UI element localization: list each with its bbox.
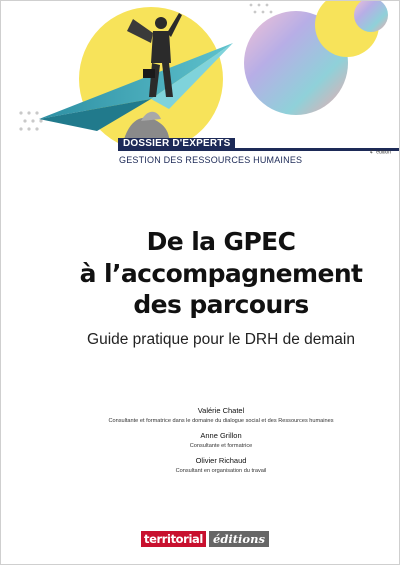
publisher-logo-editions: éditions xyxy=(209,531,269,547)
author-name: Anne Grillon xyxy=(200,431,242,440)
title-line-2: à l’accompagnement xyxy=(79,259,363,288)
publisher-logo xyxy=(1,531,399,547)
author-name: Valérie Chatel xyxy=(197,406,245,415)
author-role: Consultant en organisation du travail xyxy=(175,468,267,474)
author-role: Consultante et formatrice dans le domaine du dialogue social et des Ressources humaines xyxy=(108,418,334,424)
subject-heading: GESTION DES RESSOURCES HUMAINES xyxy=(119,155,303,165)
author-role: Consultante et formatrice xyxy=(189,443,253,449)
publisher-logo-territorial: territorial xyxy=(141,531,206,547)
title-line-1: De la GPEC xyxy=(146,227,296,256)
title-line-3: des parcours xyxy=(133,290,309,319)
subtitle: Guide pratique pour le DRH de demain xyxy=(87,331,355,348)
author-name: Olivier Richaud xyxy=(195,456,247,465)
cover-illustration xyxy=(1,1,399,151)
series-label: DOSSIER D'EXPERTS xyxy=(118,138,235,150)
edition-mark: 4e édition xyxy=(369,147,391,156)
